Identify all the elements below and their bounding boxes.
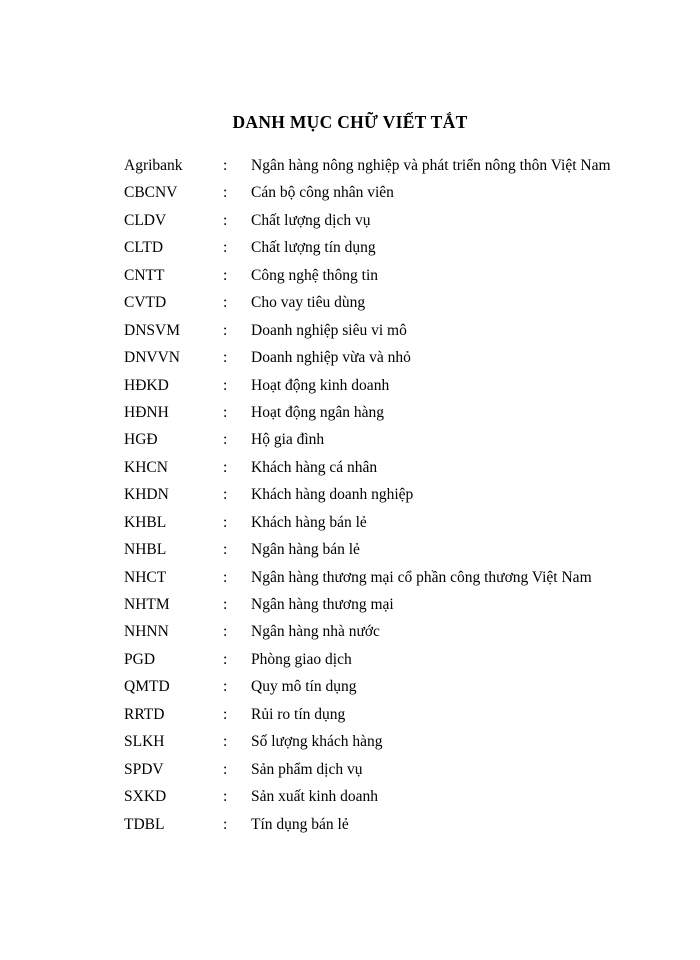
abbreviation: CLDV [124, 211, 167, 229]
abbreviation: NHNN [124, 623, 169, 641]
abbreviation-meaning: Sản phẩm dịch vụ [251, 760, 363, 778]
abbreviation-meaning: Ngân hàng thương mại [251, 596, 394, 613]
abbreviation-meaning: Cán bộ công nhân viên [251, 184, 394, 202]
separator: : [223, 760, 228, 778]
abbreviation-meaning: Quy mô tín dụng [251, 678, 357, 696]
abbreviation-meaning: Công nghệ thông tin [251, 266, 379, 284]
separator: : [223, 815, 228, 833]
separator: : [223, 596, 228, 613]
abbreviation: CLTD [124, 239, 164, 257]
abbreviation-row [0, 591, 700, 618]
separator: : [223, 211, 228, 229]
abbreviation: KHBL [124, 513, 167, 531]
abbreviation-row [0, 262, 700, 289]
abbreviation-row [0, 673, 700, 700]
abbreviation: CNTT [124, 266, 165, 284]
abbreviation-row [0, 618, 700, 645]
separator: : [223, 294, 228, 312]
separator: : [223, 458, 228, 476]
separator: : [223, 184, 228, 202]
abbreviation-meaning: Hoạt động ngân hàng [251, 403, 385, 421]
abbreviation-row [0, 344, 700, 371]
abbreviation-meaning: Phòng giao dịch [251, 650, 352, 668]
abbreviation-row [0, 646, 700, 673]
separator: : [223, 541, 228, 559]
abbreviation-row [0, 509, 700, 536]
separator: : [223, 403, 228, 421]
abbreviation-list [0, 152, 700, 838]
abbreviation: KHCN [124, 458, 168, 476]
abbreviation-row [0, 454, 700, 481]
abbreviation: SXKD [124, 788, 167, 806]
separator: : [223, 266, 228, 284]
abbreviation-row [0, 152, 700, 179]
abbreviation-row [0, 728, 700, 755]
abbreviation: DNSVM [124, 321, 180, 339]
abbreviation: HGĐ [124, 431, 158, 449]
abbreviation-meaning: Doanh nghiệp vừa và nhỏ [251, 349, 411, 367]
separator: : [223, 513, 228, 531]
separator: : [223, 349, 228, 367]
abbreviation-meaning: Tín dụng bán lẻ [251, 815, 349, 833]
abbreviation-row [0, 756, 700, 783]
abbreviation-meaning: Rủi ro tín dụng [251, 705, 346, 723]
abbreviation-row [0, 536, 700, 563]
separator: : [223, 678, 228, 696]
abbreviation-row [0, 289, 700, 316]
abbreviation-meaning: Khách hàng cá nhân [251, 458, 378, 476]
separator: : [223, 321, 228, 339]
separator: : [223, 568, 228, 586]
abbreviation-meaning: Ngân hàng bán lẻ [251, 541, 360, 559]
abbreviation-row [0, 317, 700, 344]
abbreviation: CVTD [124, 294, 167, 312]
abbreviation: SLKH [124, 733, 165, 751]
abbreviation-row [0, 481, 700, 508]
abbreviation-row [0, 564, 700, 591]
separator: : [223, 733, 228, 751]
abbreviation-meaning: Doanh nghiệp siêu vi mô [251, 321, 407, 339]
page-title: DANH MỤC CHỮ VIẾT TẮT [232, 112, 468, 132]
abbreviation: HĐNH [124, 403, 169, 421]
abbreviation-meaning: Sản xuất kinh doanh [251, 788, 378, 806]
abbreviation-meaning: Ngân hàng nông nghiệp và phát triển nông thôn Việt Nam [251, 157, 611, 174]
abbreviation-meaning: Chất lượng tín dụng [251, 239, 376, 257]
separator: : [223, 376, 228, 394]
abbreviation-row [0, 811, 700, 838]
abbreviation-meaning: Ngân hàng thương mại cổ phần công thương Việt Nam [251, 568, 592, 586]
abbreviation-meaning: Khách hàng doanh nghiệp [251, 486, 414, 504]
abbreviation-meaning: Hộ gia đình [251, 431, 325, 449]
abbreviation: CBCNV [124, 184, 178, 202]
abbreviation: RRTD [124, 705, 165, 723]
abbreviation-meaning: Số lượng khách hàng [251, 733, 383, 751]
abbreviation-row [0, 234, 700, 261]
abbreviation-row [0, 783, 700, 810]
separator: : [223, 788, 228, 806]
abbreviation: KHDN [124, 486, 169, 504]
abbreviation: NHCT [124, 568, 167, 586]
abbreviation-meaning: Khách hàng bán lẻ [251, 513, 367, 531]
abbreviation-row [0, 399, 700, 426]
separator: : [223, 705, 228, 723]
abbreviation-row [0, 179, 700, 206]
separator: : [223, 239, 228, 257]
abbreviation: NHBL [124, 541, 167, 559]
abbreviation: PGD [124, 650, 156, 668]
abbreviation-meaning: Ngân hàng nhà nước [251, 623, 380, 641]
abbreviation-row [0, 426, 700, 453]
abbreviation: DNVVN [124, 349, 180, 367]
abbreviation: NHTM [124, 596, 170, 613]
separator: : [223, 650, 228, 668]
abbreviation: SPDV [124, 760, 164, 778]
abbreviation-row [0, 701, 700, 728]
abbreviation-row [0, 207, 700, 234]
abbreviation: QMTD [124, 678, 170, 696]
separator: : [223, 431, 228, 449]
abbreviation-meaning: Hoạt động kinh doanh [251, 376, 390, 394]
abbreviation: HĐKD [124, 376, 169, 394]
abbreviation: TDBL [124, 815, 165, 833]
abbreviation-meaning: Cho vay tiêu dùng [251, 294, 366, 312]
separator: : [223, 623, 228, 641]
separator: : [223, 157, 228, 174]
abbreviation-meaning: Chất lượng dịch vụ [251, 211, 371, 229]
abbreviation: Agribank [124, 157, 183, 174]
abbreviation-row [0, 372, 700, 399]
separator: : [223, 486, 228, 504]
